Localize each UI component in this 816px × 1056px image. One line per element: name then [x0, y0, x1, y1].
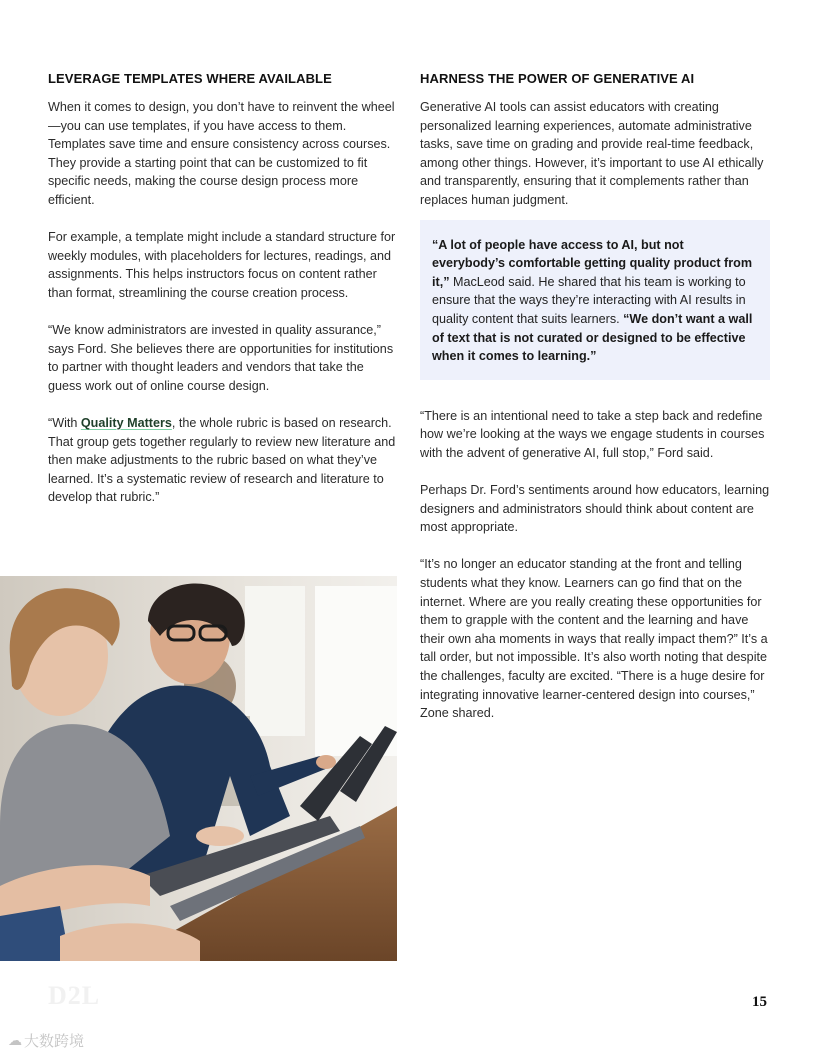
d2l-logo: D2L [48, 981, 101, 1010]
paragraph-quality-matters [48, 414, 398, 507]
watermark-icon: ☁ [8, 1032, 22, 1049]
quality-matters-link[interactable]: Quality Matters [80, 416, 172, 431]
paragraph: “It’s no longer an educator standing at the front and telling students what they know. Learners can go find that on the internet. Where are you really creating these opportunities for them to grapple with the content and the learning and have their own aha moments in ways that really impact them?” It’s a tall order, but not impossible. It’s also worth noting that despite the challenges, faculty are excited. “There is a huge desire for integrating innovative learner-centered design into courses,” Zone shared. [420, 557, 768, 721]
watermark [8, 1030, 84, 1051]
right-column [420, 70, 770, 741]
watermark-text: 大数跨境 [24, 1032, 85, 1050]
page-number: 15 [752, 994, 767, 1010]
text: “With [48, 416, 81, 431]
classroom-illustration [0, 576, 397, 961]
paragraph: When it comes to design, you don’t have to reinvent the wheel—you can use templates, if you have access to them. Templates save time and ensure consistency across courses. They provide a starting point that can be customized to fit specific needs, making the course design process more efficient. [48, 100, 395, 207]
paragraph: “There is an intentional need to take a step back and redefine how we’re looking at the ways we engage students in courses with the advent of generative AI, full stop,” Ford said. [420, 408, 765, 460]
section-heading-templates: LEVERAGE TEMPLATES WHERE AVAILABLE [48, 71, 332, 86]
left-column [48, 70, 398, 526]
pull-quote-box [420, 220, 770, 380]
paragraph: Generative AI tools can assist educators with creating personalized learning experiences, automate administrative tasks, save time on grading and provide real-time feedback, among other things. However, it’s important to use AI ethically and transparently, ensuring that it complements rather than replaces human judgment. [420, 100, 764, 207]
text: , the whole rubric is based on research. That group gets together regularly to review new literature and then make adjustments to the rubric based on what they’ve learned. It’s a systematic review of research and literature to develop that rubric.” [48, 416, 396, 505]
paragraph: For example, a template might include a standard structure for weekly modules, with placeholders for lectures, readings, and assignments. This helps instructors focus on content rather than format, streamlining the course creation process. [48, 230, 396, 300]
section-heading-generative-ai: HARNESS THE POWER OF GENERATIVE AI [420, 71, 695, 86]
classroom-photo [0, 576, 397, 961]
pull-quote [432, 236, 758, 366]
quote-bold: “We don’t want a wall of text that is not curated or designed to be effective when it comes to learning.” [432, 311, 753, 364]
paragraph: Perhaps Dr. Ford’s sentiments around how educators, learning designers and administrators should think about content are most appropriate. [420, 483, 770, 535]
quote-bold: “A lot of people have access to AI, but not everybody’s comfortable getting quality product from it,” [432, 237, 753, 289]
quote-text: MacLeod said. He shared that his team is working to ensure that the ways they’re interacting with AI results in quality content that suits learners. [432, 274, 746, 326]
paragraph: “We know administrators are invested in quality assurance,” says Ford. She believes there are opportunities for institutions to partner with thought leaders and vendors that take the guess work out of online course design. [48, 323, 394, 393]
